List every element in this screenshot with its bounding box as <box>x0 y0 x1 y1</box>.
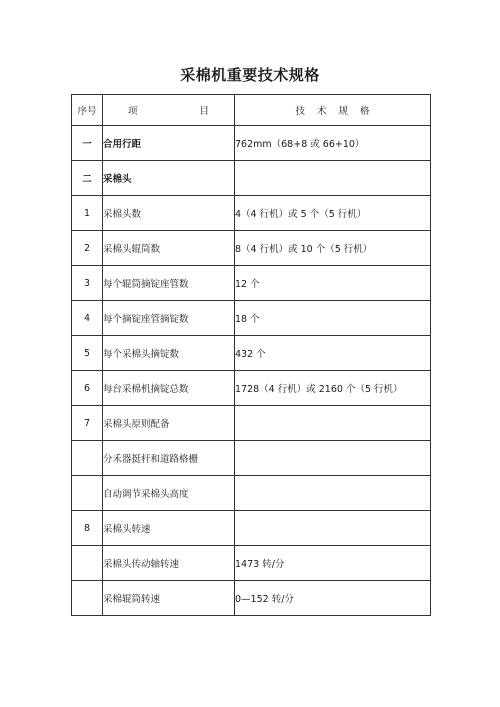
row-item: 采棉头辊筒数 <box>103 231 235 266</box>
table-row <box>72 161 431 196</box>
table-row <box>72 476 431 511</box>
row-spec <box>235 476 431 511</box>
row-spec <box>235 511 431 546</box>
table-row <box>72 196 431 231</box>
table-row <box>72 546 431 581</box>
row-index <box>72 476 103 511</box>
table-header-row <box>72 95 431 126</box>
row-index: 一 <box>72 126 103 161</box>
row-spec: 762mm（68+8 或 66+10） <box>235 126 431 161</box>
row-item: 每个辊筒摘锭座管数 <box>103 266 235 301</box>
table-row <box>72 406 431 441</box>
page-title: 采棉机重要技术规格 <box>180 66 320 84</box>
row-spec: 432 个 <box>235 336 431 371</box>
header-spec-d: 格 <box>360 106 370 117</box>
row-item: 每台采棉机摘锭总数 <box>103 371 235 406</box>
row-spec: 0—152 转/分 <box>235 581 431 616</box>
row-item: 采棉头传动轴转速 <box>103 546 235 581</box>
row-item: 采棉辊筒转速 <box>103 581 235 616</box>
table-row <box>72 301 431 336</box>
table-row <box>72 371 431 406</box>
row-item: 自动调节采棉头高度 <box>103 476 235 511</box>
table-row <box>72 231 431 266</box>
row-spec: 1728（4 行机）或 2160 个（5 行机） <box>235 371 431 406</box>
row-index: 5 <box>72 336 103 371</box>
row-index <box>72 581 103 616</box>
row-item: 采棉头 <box>103 161 235 196</box>
header-index: 序号 <box>72 95 103 126</box>
row-item: 合用行距 <box>103 126 235 161</box>
row-index: 8 <box>72 511 103 546</box>
table-row <box>72 266 431 301</box>
table-row <box>72 336 431 371</box>
row-index: 7 <box>72 406 103 441</box>
row-spec: 4（4 行机）或 5 个（5 行机） <box>235 196 431 231</box>
row-spec: 12 个 <box>235 266 431 301</box>
row-index: 2 <box>72 231 103 266</box>
row-spec: 8（4 行机）或 10 个（5 行机） <box>235 231 431 266</box>
row-index: 3 <box>72 266 103 301</box>
row-index: 6 <box>72 371 103 406</box>
row-spec <box>235 441 431 476</box>
header-spec-a: 技 <box>295 106 305 117</box>
header-item <box>103 95 235 126</box>
row-item: 每个摘锭座管摘锭数 <box>103 301 235 336</box>
row-spec: 1473 转/分 <box>235 546 431 581</box>
row-item: 采棉头数 <box>103 196 235 231</box>
row-spec <box>235 161 431 196</box>
row-index: 1 <box>72 196 103 231</box>
row-item: 每个采棉头摘锭数 <box>103 336 235 371</box>
row-item: 采棉头转速 <box>103 511 235 546</box>
header-item-b: 目 <box>199 106 210 117</box>
row-spec: 18 个 <box>235 301 431 336</box>
header-spec <box>235 95 431 126</box>
header-item-a: 项 <box>127 106 138 117</box>
row-item: 采棉头原则配备 <box>103 406 235 441</box>
row-index <box>72 546 103 581</box>
row-index: 4 <box>72 301 103 336</box>
row-index: 二 <box>72 161 103 196</box>
spec-table <box>71 94 431 616</box>
row-item: 分禾器挺杆和道路格栅 <box>103 441 235 476</box>
row-index <box>72 441 103 476</box>
table-row <box>72 441 431 476</box>
table-row <box>72 511 431 546</box>
row-spec <box>235 406 431 441</box>
table-row <box>72 581 431 616</box>
header-spec-c: 规 <box>338 106 349 117</box>
header-spec-b: 术 <box>316 106 327 117</box>
table-row <box>72 126 431 161</box>
